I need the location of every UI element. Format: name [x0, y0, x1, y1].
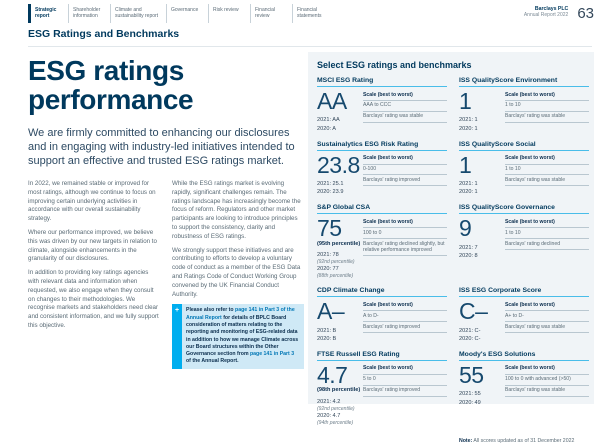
rating-year-2020: 2020: 4.7 — [317, 412, 341, 419]
note-text: for details of BPLC Board consideration of matters relating to the reporting and monitoring of ESG-related data in addition to how we manage Climate across our Board structures within the Other Governance section from — [186, 314, 299, 358]
scale-label: Scale (best to worst) — [505, 90, 589, 101]
scale-range: 1 to 10 — [505, 101, 589, 112]
report-tabs — [28, 4, 334, 23]
rating-year-2021: 2021: 78 — [317, 252, 339, 259]
rating-title: S&P Global CSA — [317, 204, 447, 214]
esg-ratings-panel — [308, 52, 594, 444]
rating-year-2020: 2020: 8 — [459, 252, 478, 259]
rating-title: FTSE Russell ESG Rating — [317, 351, 447, 361]
note-text: Please also refer to — [186, 307, 236, 314]
rating-year-2021: 2021: B — [317, 327, 337, 334]
scale-label: Scale (best to worst) — [505, 154, 589, 165]
rating-score: 55 — [459, 361, 484, 388]
paragraph: In addition to providing key ratings agencies with relevant data and information when requested, we also engage when they consult on changes to their methodologies. We recognise markets and stakeholders need clear and consistent information, and we fully support this objective. — [28, 269, 159, 329]
rating-year-2021: 2021: AA — [317, 117, 340, 124]
brand-name: Barclays PLC — [534, 6, 569, 12]
rating-year-2021: 2021: 25.1 — [317, 181, 344, 188]
page-number: 63 — [577, 5, 594, 22]
paragraph: While the ESG ratings market is evolving rapidly, significant challenges remain. The ratings landscape has increasingly become the focus of reform. Regulators and other market participants are looking to introduce principles to support the consistency, clarity and robustness of ESG ratings. — [172, 180, 301, 240]
plus-icon: + — [172, 304, 182, 368]
article — [28, 56, 304, 369]
scale-box — [363, 217, 447, 279]
rating-card-sp-global-csa — [317, 204, 447, 279]
rating-year-2021: 2021: 1 — [459, 117, 478, 124]
body-column-2 — [172, 180, 304, 369]
ratings-panel-title: Select ESG ratings and benchmarks — [317, 60, 472, 70]
rating-year-2020: 2020: C- — [459, 335, 481, 342]
rating-trend: Barclays' rating improved — [363, 175, 447, 186]
rating-year-2021-percentile: (92nd percentile) — [317, 405, 355, 412]
tab-strategic-report[interactable]: Strategic report — [28, 4, 68, 23]
scale-box — [505, 300, 589, 343]
rating-card-iss-environment — [459, 77, 589, 133]
rating-trend: Barclays' rating was stable — [505, 175, 589, 186]
scale-label: Scale (best to worst) — [363, 90, 447, 101]
footnote-label: Note: — [459, 437, 473, 444]
cross-reference-note — [172, 304, 304, 368]
rating-title: CDP Climate Change — [317, 287, 447, 297]
scale-label: Scale (best to worst) — [363, 217, 447, 228]
note-page-link[interactable]: page 141 in Part 3 of the Annual Report — [186, 307, 295, 321]
rating-score: 1 — [459, 88, 472, 114]
scale-box — [363, 300, 447, 343]
note-page-link[interactable]: page 141 in Part 3 — [250, 351, 295, 358]
scale-label: Scale (best to worst) — [363, 364, 447, 375]
rating-trend: Barclays' rating declined — [505, 239, 589, 250]
scale-label: Scale (best to worst) — [363, 154, 447, 165]
rating-score: 23.8 — [317, 151, 360, 178]
rating-trend: Barclays' rating was stable — [505, 322, 589, 333]
scale-label: Scale (best to worst) — [505, 217, 589, 228]
tab-financial-review[interactable]: Financial review — [250, 4, 292, 23]
scale-range: A to D- — [363, 311, 447, 322]
brand-subtitle: Annual Report 2022 — [523, 12, 569, 18]
rating-trend: Barclays' rating improved — [363, 322, 447, 333]
scale-label: Scale (best to worst) — [505, 364, 589, 375]
body-columns — [28, 180, 304, 369]
rating-year-2020: 2020: 77 — [317, 266, 339, 273]
note-text: of the Annual Report. — [186, 358, 239, 365]
scale-range: 1 to 10 — [505, 228, 589, 239]
paragraph: In 2022, we remained stable or improved for most ratings, although we continue to focus on improving certain underlying activities in accordance with our overall sustainability strategy. — [28, 180, 156, 223]
ratings-grid — [317, 77, 585, 444]
tab-risk-review[interactable]: Risk review — [208, 4, 250, 23]
section-title: ESG Ratings and Benchmarks — [28, 28, 592, 47]
scale-range: AAA to CCC — [363, 101, 447, 112]
rating-card-msci — [317, 77, 447, 133]
rating-year-2020-percentile: (94th percentile) — [317, 419, 354, 426]
tab-financial-statements[interactable]: Financial statements — [292, 4, 334, 23]
rating-title: Moody's ESG Solutions — [459, 351, 589, 361]
rating-card-iss-corporate — [459, 287, 589, 343]
rating-card-cdp — [317, 287, 447, 343]
scale-range: A+ to D- — [505, 311, 589, 322]
rating-card-sustainalytics — [317, 141, 447, 197]
rating-year-2021-percentile: (92nd percentile) — [317, 259, 355, 266]
rating-percentile: (95th percentile) — [317, 240, 361, 247]
rating-card-iss-governance — [459, 204, 589, 279]
scale-range: 1 to 10 — [505, 165, 589, 176]
rating-title: ISS QualityScore Governance — [459, 204, 589, 214]
rating-score: A– — [317, 298, 345, 325]
scale-label: Scale (best to worst) — [505, 300, 589, 311]
scale-box — [505, 364, 589, 407]
rating-title: Sustainalytics ESG Risk Rating — [317, 141, 447, 151]
rating-year-2020: 2020: 1 — [459, 189, 478, 196]
rating-trend: Barclays' rating declined slightly, but relative performance improved — [363, 239, 447, 256]
scale-range: 100 to 0 — [363, 228, 447, 239]
scale-range: 100 to 0 with advanced (>50) — [505, 375, 589, 386]
rating-year-2020: 2020: B — [317, 335, 337, 342]
scale-box — [505, 217, 589, 260]
footnote-text: All scores updated as of 31 December 2022 — [472, 437, 575, 444]
scale-box — [363, 154, 447, 197]
rating-trend: Barclays' rating was stable — [505, 386, 589, 397]
rating-card-iss-social — [459, 141, 589, 197]
top-navigation — [28, 4, 594, 23]
rating-card-moodys — [459, 351, 589, 426]
rating-score: 1 — [459, 151, 472, 178]
paragraph: We strongly support these initiatives and are contributing to efforts to develop a voluntary code of conduct as a member of the ESG Data and Ratings Code of Conduct Working Group convened by the UK Financial Conduct Authority. — [172, 246, 301, 298]
rating-percentile: (98th percentile) — [317, 387, 361, 394]
paragraph: Where our performance improved, we believe this was driven by our new targets in relation to climate, alongside enhancements in the granularity of our disclosures. — [28, 229, 157, 263]
scale-box — [505, 154, 589, 197]
rating-year-2021: 2021: 55 — [459, 391, 481, 398]
rating-score: 75 — [317, 215, 342, 242]
tab-governance[interactable]: Governance — [166, 4, 208, 23]
rating-year-2020: 2020: 49 — [459, 399, 481, 406]
rating-year-2020-percentile: (88th percentile) — [317, 273, 354, 280]
intro-paragraph: We are firmly committed to enhancing our disclosures and in engaging with industry-led initiatives intended to support an effective and trusted ESG ratings market. — [28, 126, 295, 167]
tab-climate-sustainability-report[interactable]: Climate and sustainability report — [110, 4, 166, 23]
rating-card-ftse-russell — [317, 351, 447, 426]
brand-block — [524, 4, 568, 18]
scale-label: Scale (best to worst) — [363, 300, 447, 311]
scale-box — [363, 90, 447, 133]
rating-title: ISS QualityScore Environment — [459, 77, 589, 87]
rating-title: MSCI ESG Rating — [317, 77, 447, 87]
rating-year-2020: 2020: 1 — [459, 125, 478, 132]
rating-title: ISS ESG Corporate Score — [459, 287, 589, 297]
rating-title: ISS QualityScore Social — [459, 141, 589, 151]
scale-box — [505, 90, 589, 133]
rating-trend: Barclays' rating improved — [363, 386, 447, 397]
rating-year-2021: 2021: C- — [459, 327, 481, 334]
scale-range: 5 to 0 — [363, 375, 447, 386]
rating-trend: Barclays' rating was stable — [363, 112, 447, 123]
scale-box — [363, 364, 447, 426]
rating-score: C– — [459, 298, 488, 325]
rating-year-2021: 2021: 4.2 — [317, 398, 341, 405]
page-title: ESG ratings performance — [28, 55, 194, 116]
scale-range: 0-100 — [363, 165, 447, 176]
cross-reference-text — [182, 304, 304, 368]
rating-year-2021: 2021: 1 — [459, 181, 478, 188]
rating-score: AA — [317, 88, 347, 114]
rating-year-2021: 2021: 7 — [459, 244, 478, 251]
rating-score: 4.7 — [317, 361, 348, 388]
panel-footnote — [459, 438, 589, 444]
body-column-1 — [28, 180, 160, 369]
tab-shareholder-information[interactable]: Shareholder information — [68, 4, 110, 23]
rating-trend: Barclays' rating was stable — [505, 112, 589, 123]
rating-score: 9 — [459, 215, 472, 242]
rating-year-2020: 2020: 23.9 — [317, 189, 344, 196]
rating-year-2020: 2020: A — [317, 125, 336, 132]
